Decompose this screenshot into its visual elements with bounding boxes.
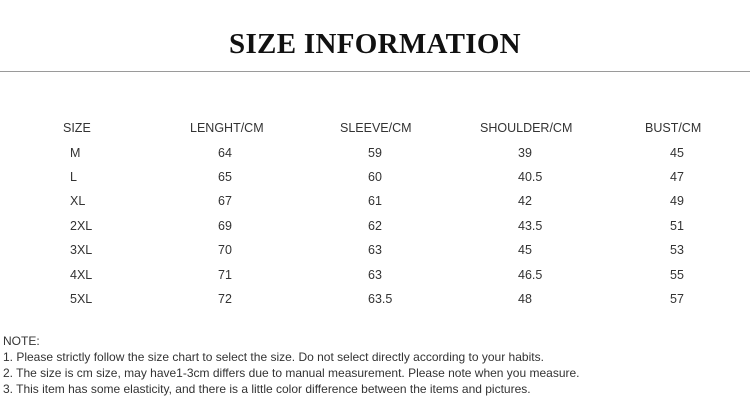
header-bust: BUST/CM — [645, 121, 702, 136]
cell-sleeve: 63 — [368, 243, 382, 258]
header-sleeve: SLEEVE/CM — [340, 121, 412, 136]
table-row — [0, 140, 750, 164]
table-row — [0, 287, 750, 311]
cell-length: 70 — [218, 243, 232, 258]
table-row — [0, 189, 750, 213]
title-divider — [0, 71, 750, 72]
cell-length: 72 — [218, 291, 232, 306]
cell-shoulder: 46.5 — [518, 267, 543, 282]
notes-section — [3, 333, 747, 397]
cell-length: 71 — [218, 267, 232, 282]
cell-bust: 57 — [670, 291, 684, 306]
cell-sleeve: 63 — [368, 267, 382, 282]
table-row — [0, 262, 750, 286]
cell-bust: 51 — [670, 218, 684, 233]
cell-size: 5XL — [70, 291, 93, 306]
cell-bust: 45 — [670, 145, 684, 160]
page-title: SIZE INFORMATION — [229, 28, 521, 60]
note-item: 3. This item has some elasticity, and there is a little color difference between the items and pictures. — [3, 382, 531, 396]
cell-shoulder: 43.5 — [518, 218, 543, 233]
note-item: 2. The size is cm size, may have1-3cm differs due to manual measurement. Please note when you measure. — [3, 366, 580, 380]
cell-size: 3XL — [70, 243, 93, 258]
cell-length: 69 — [218, 218, 232, 233]
cell-bust: 55 — [670, 267, 684, 282]
notes-heading: NOTE: — [3, 334, 40, 348]
header-shoulder: SHOULDER/CM — [480, 121, 573, 136]
cell-length: 65 — [218, 169, 232, 184]
cell-sleeve: 59 — [368, 145, 382, 160]
cell-shoulder: 40.5 — [518, 169, 543, 184]
cell-sleeve: 62 — [368, 218, 382, 233]
cell-size: 4XL — [70, 267, 93, 282]
cell-length: 64 — [218, 145, 232, 160]
cell-shoulder: 39 — [518, 145, 532, 160]
cell-shoulder: 48 — [518, 291, 532, 306]
cell-bust: 53 — [670, 243, 684, 258]
cell-size: 2XL — [70, 218, 93, 233]
cell-bust: 49 — [670, 194, 684, 209]
table-header-row — [0, 116, 750, 140]
cell-sleeve: 61 — [368, 194, 382, 209]
cell-shoulder: 42 — [518, 194, 532, 209]
cell-length: 67 — [218, 194, 232, 209]
cell-sleeve: 63.5 — [368, 291, 393, 306]
size-table — [0, 116, 750, 311]
table-row — [0, 238, 750, 262]
table-row — [0, 165, 750, 189]
cell-size: M — [70, 145, 81, 160]
header-size: SIZE — [63, 121, 91, 136]
cell-sleeve: 60 — [368, 169, 382, 184]
cell-bust: 47 — [670, 169, 684, 184]
note-item: 1. Please strictly follow the size chart to select the size. Do not select directly according to your habits. — [3, 350, 544, 364]
cell-size: XL — [70, 194, 86, 209]
cell-shoulder: 45 — [518, 243, 532, 258]
header-length: LENGHT/CM — [190, 121, 264, 136]
cell-size: L — [70, 169, 77, 184]
table-row — [0, 214, 750, 238]
